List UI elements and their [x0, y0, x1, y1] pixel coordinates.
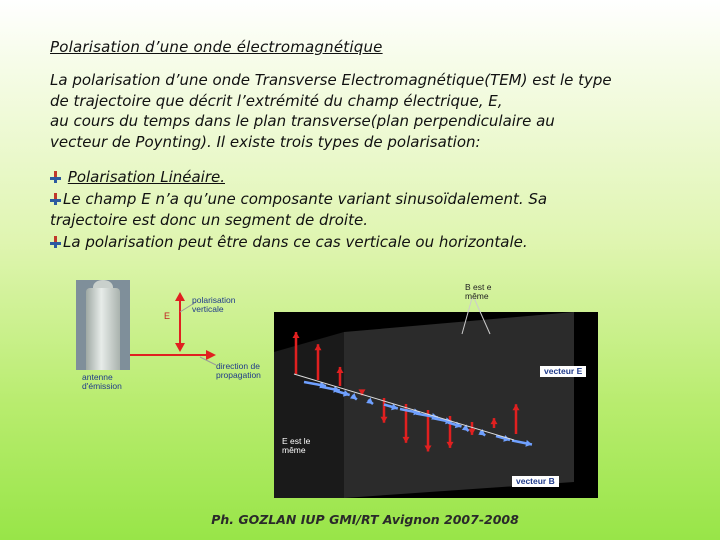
bullet-item — [50, 167, 690, 189]
pin-bullet-icon — [50, 193, 61, 205]
label-e: E — [164, 311, 171, 321]
pin-bullet-icon — [50, 171, 61, 183]
field-arrow-head — [293, 332, 300, 338]
label-vecteur-b: vecteur B — [512, 476, 559, 487]
intro-line: au cours du temps dans le plan transverse(plan perpendiculaire au — [50, 112, 555, 130]
bullet-text: La polarisation peut être dans ce cas verticale ou horizontale. — [63, 232, 528, 251]
slide-title: Polarisation d’une onde électromagnétique — [50, 38, 383, 56]
bullet-text: Le champ E n’a qu’une composante variant sinusoïdalement. Sa — [63, 189, 548, 208]
label-direction-propagation: direction de propagation — [216, 361, 261, 380]
label-vecteur-e: vecteur E — [540, 366, 586, 377]
label-e-meme: E est le même — [282, 436, 311, 455]
bullet-text-polarisation-lineaire: Polarisation Linéaire. — [67, 168, 225, 186]
intro-paragraph — [50, 70, 690, 152]
field-diagram-drawing — [274, 312, 598, 498]
propagation-arrow-icon — [120, 335, 220, 375]
bullet-continuation: trajectoire est donc un segment de droite. — [50, 211, 368, 229]
field-diagram — [274, 312, 598, 498]
label-b-meme: B est e même — [465, 282, 492, 301]
pointer-line-icon — [460, 296, 500, 336]
intro-line: de trajectoire que décrit l’extrémité du champ électrique, E, — [50, 91, 503, 110]
bullet-item — [50, 189, 690, 211]
intro-line: vecteur de Poynting). Il existe trois types de polarisation: — [50, 132, 481, 151]
label-polarisation-verticale: polarisation verticale — [192, 295, 236, 314]
label-antenne-emission: antenne d'émission — [82, 372, 122, 391]
slide-footer: Ph. GOZLAN IUP GMI/RT Avignon 2007-2008 — [211, 512, 519, 527]
bullet-list — [50, 167, 690, 253]
bullet-item — [50, 232, 690, 254]
antenna-mast — [86, 288, 120, 370]
pin-bullet-icon — [50, 236, 61, 248]
intro-line: La polarisation d’une onde Transverse Electromagnétique(TEM) est le type — [50, 71, 612, 89]
